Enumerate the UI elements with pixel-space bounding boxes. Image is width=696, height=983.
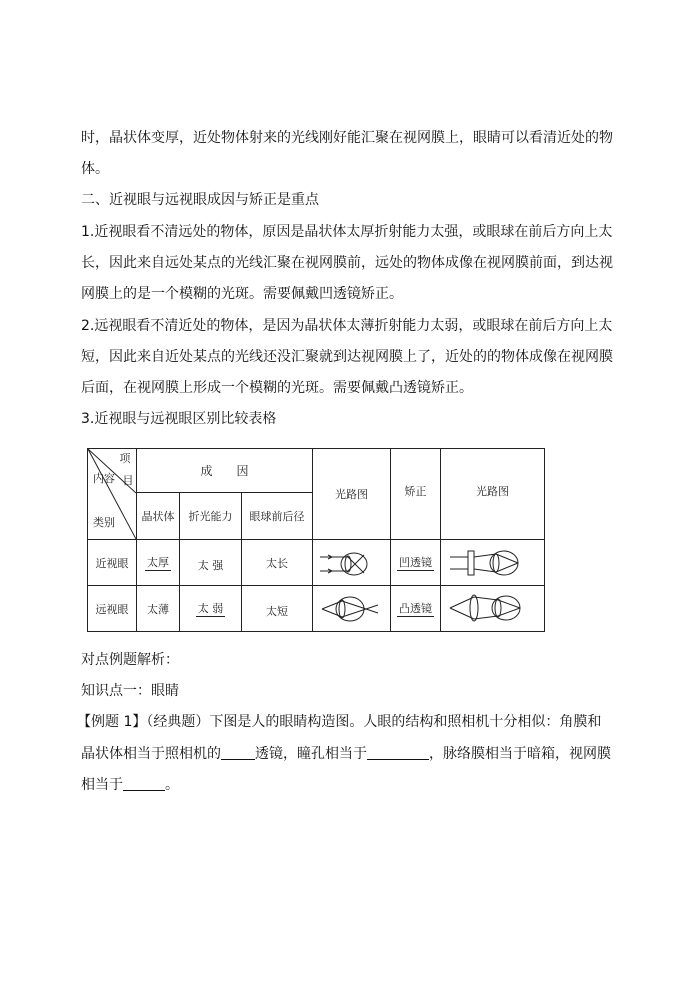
row-type-hyperopia: 远视眼: [95, 602, 129, 616]
cell-fix-hyperopia: 凸透镜: [399, 602, 432, 615]
header-axis: 眼球前后径: [249, 510, 305, 523]
paragraph-line: 时，晶状体变厚，近处物体射来的光线刚好能汇聚在视网膜上，眼睛可以看清近处的物: [81, 130, 613, 146]
knowledge-point: 知识点一：眼睛: [81, 683, 179, 699]
light-path-myopia-diagram: [318, 549, 384, 579]
example-section-heading: 对点例题解析：: [81, 652, 179, 668]
paragraph-line: 体。: [81, 161, 109, 177]
corner-label-item-2: 目: [122, 474, 134, 487]
paragraph-line: 后面，在视网膜上形成一个模糊的光斑。需要佩戴凸透镜矫正。: [81, 380, 473, 396]
light-path-myopia-corrected-diagram: [448, 547, 538, 579]
example-text: （经典题）下图是人的眼睛构造图。人眼的结构和照相机十分相似：角膜和: [146, 714, 602, 730]
example-line: [81, 772, 621, 798]
paragraph-line: 网膜上的是一个模糊的光斑。需要佩戴凹透镜矫正。: [81, 286, 403, 302]
example-text: 透镜，瞳孔相当于: [255, 746, 367, 762]
cell-axis-myopia: 太长: [266, 556, 288, 570]
header-light-path-1: 光路图: [335, 488, 368, 501]
paragraph-line: 短，因此来自近处某点的光线还没汇聚就到达视网膜上了，近处的的物体成像在视网膜: [81, 349, 613, 365]
example-line: [77, 709, 617, 735]
paragraph-line: 长，因此来自远处某点的光线汇聚在视网膜前，远处的物体成像在视网膜前面，到达视: [81, 255, 613, 271]
light-path-hyperopia-corrected-diagram: [448, 591, 538, 625]
cell-power-hyperopia: 太 弱: [197, 602, 224, 615]
paragraph-line: 1.近视眼看不清远处的物体，原因是晶状体太厚折射能力太强，或眼球在前后方向上太: [81, 224, 613, 240]
cell-lens-myopia: 太厚: [147, 556, 169, 569]
cell-axis-hyperopia: 太短: [266, 604, 288, 618]
answer-blank[interactable]: [367, 743, 429, 760]
light-path-hyperopia-diagram: [320, 593, 384, 625]
paragraph-line: 3.近视眼与远视眼区别比较表格: [81, 411, 277, 427]
cell-power-myopia: 太 强: [197, 558, 224, 572]
cell-fix-myopia: 凹透镜: [399, 556, 432, 569]
example-line: [81, 741, 621, 767]
header-power: 折光能力: [188, 510, 233, 523]
header-correction: 矫正: [404, 485, 427, 498]
row-type-myopia: 近视眼: [95, 556, 129, 570]
example-text: 相当于: [81, 777, 123, 793]
section-heading: 二、近视眼与远视眼成因与矫正是重点: [81, 192, 319, 208]
header-cause: 成 因: [200, 464, 249, 478]
example-text: 。: [165, 777, 179, 793]
corner-label-category: 类别: [93, 516, 115, 529]
corner-label-content: 内容: [93, 472, 115, 485]
corner-label-item: 项: [119, 452, 131, 465]
paragraph-line: 2.远视眼看不清近处的物体，是因为晶状体太薄折射能力太弱，或眼球在前后方向上太: [81, 318, 613, 334]
header-lens: 晶状体: [141, 510, 175, 523]
cell-lens-hyperopia: 太薄: [147, 602, 169, 616]
answer-blank[interactable]: [123, 774, 165, 791]
comparison-table: [87, 448, 545, 632]
example-label: 【例题 1】: [77, 714, 147, 730]
header-light-path-2: 光路图: [476, 485, 509, 498]
example-text: ，脉络膜相当于暗箱，视网膜: [429, 746, 611, 762]
example-text: 晶状体相当于照相机的: [81, 746, 221, 762]
answer-blank[interactable]: [221, 743, 255, 760]
